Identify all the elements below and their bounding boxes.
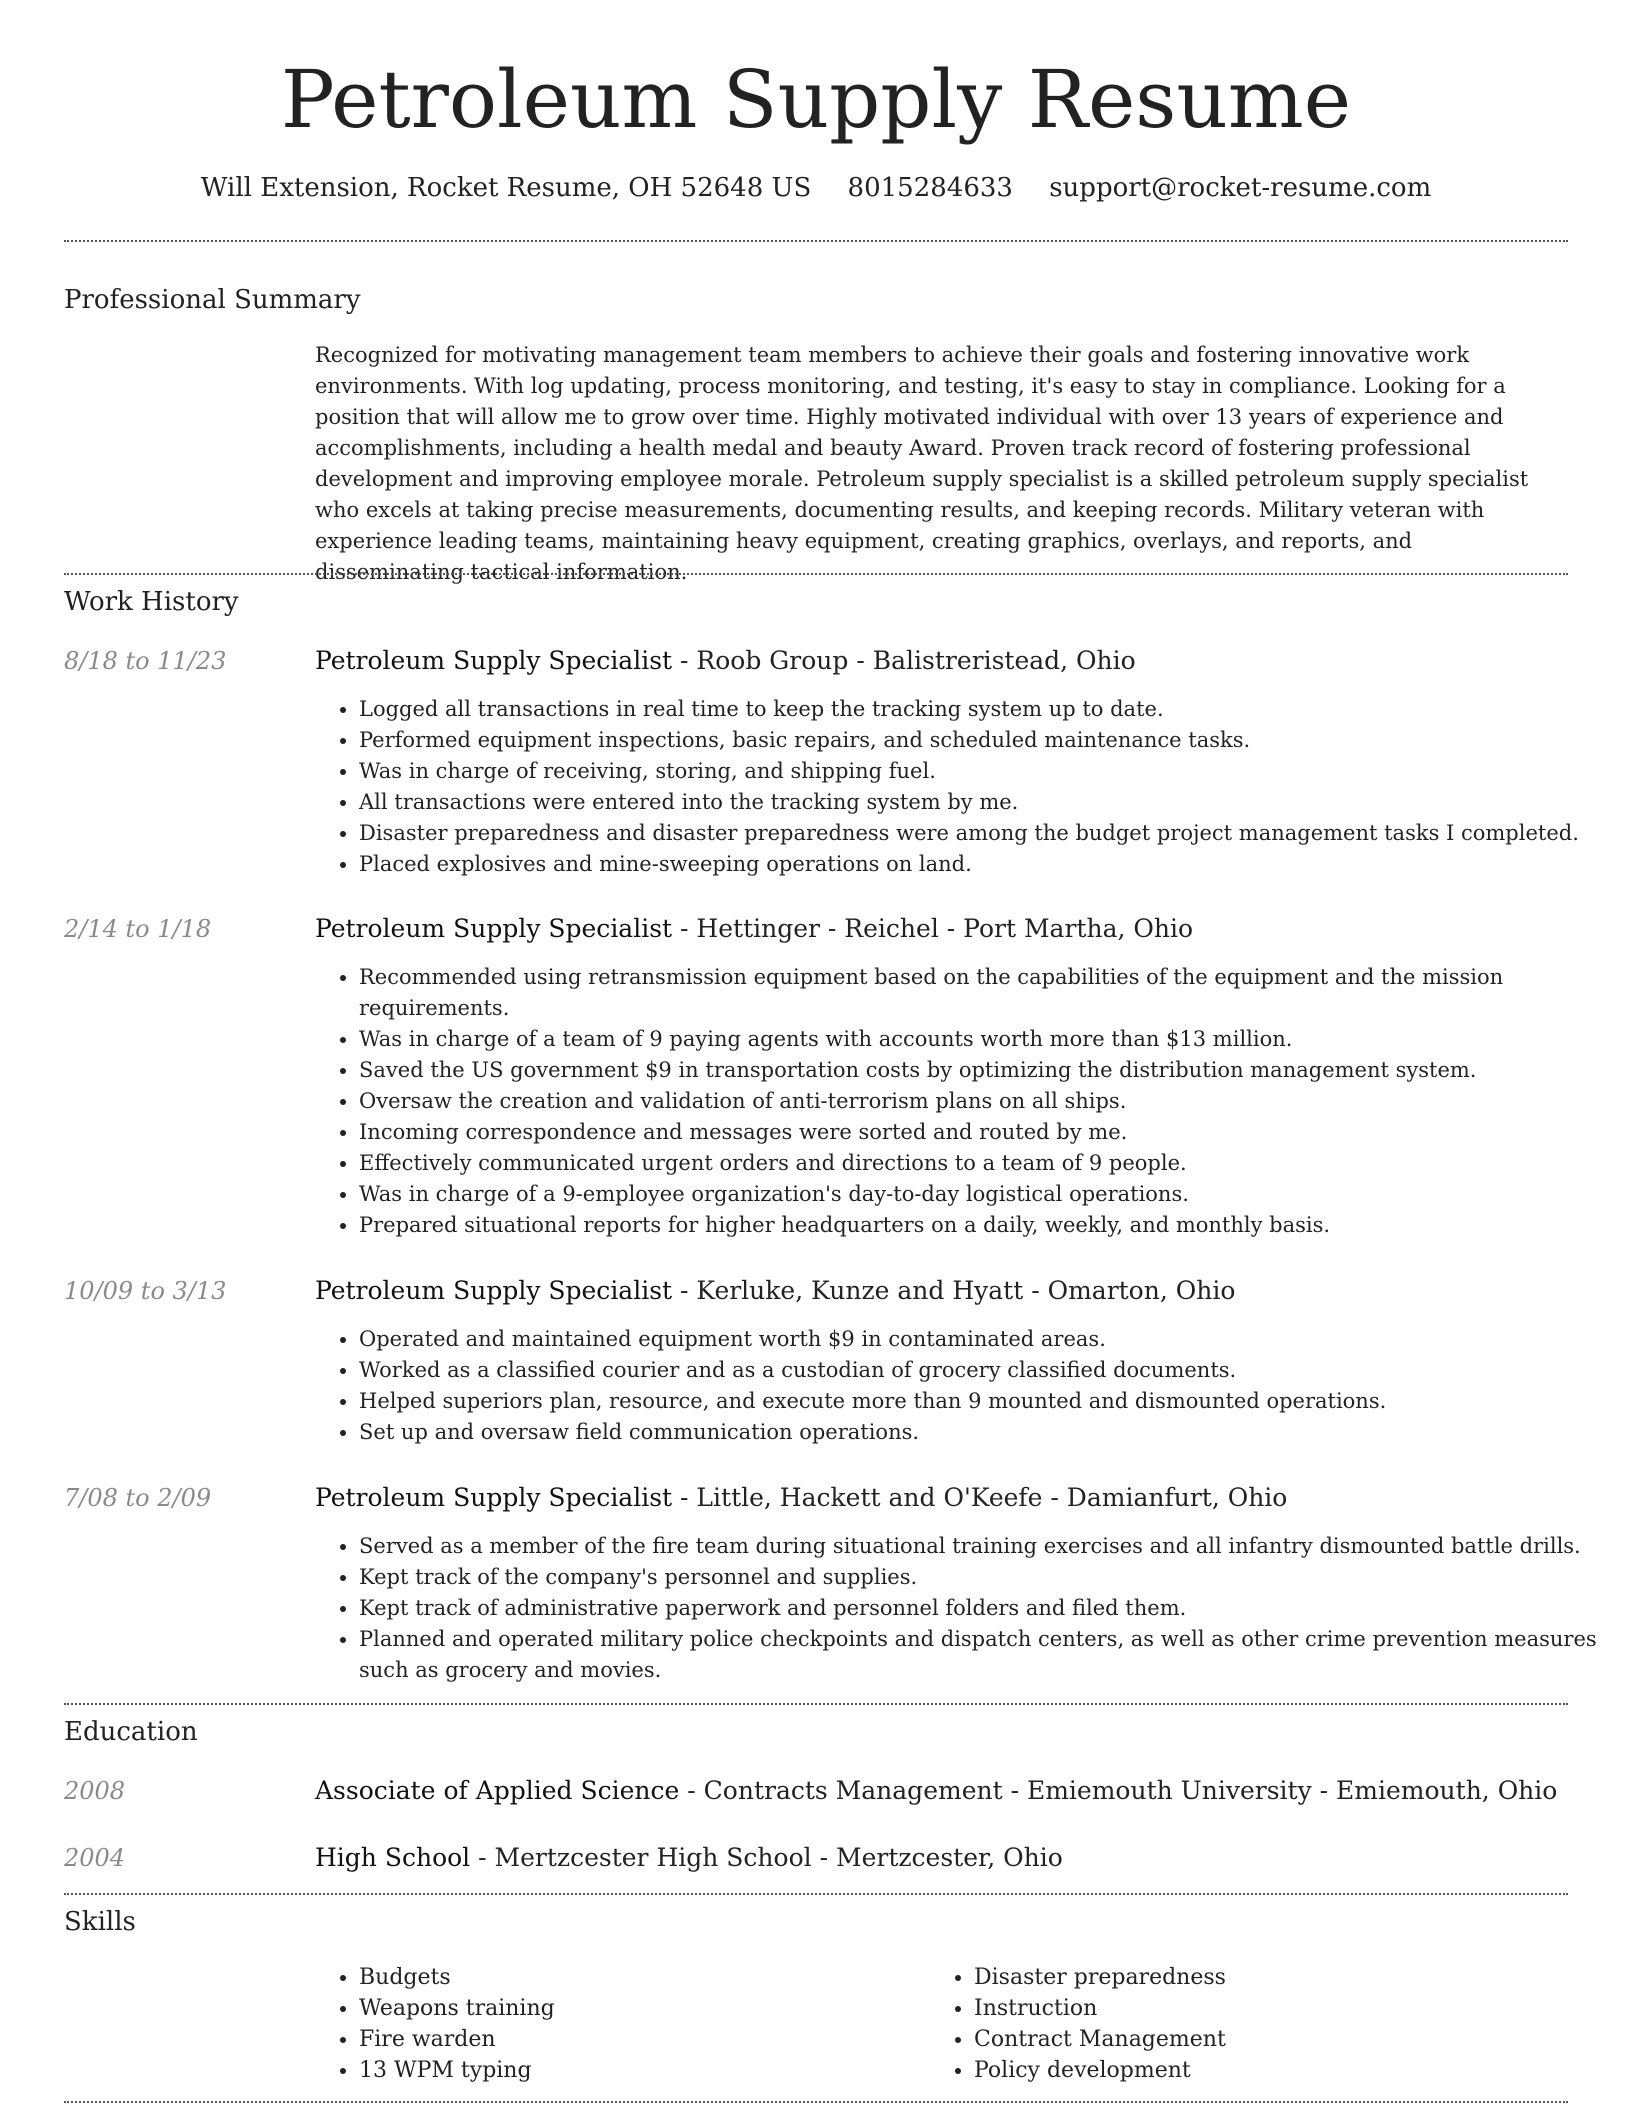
job-bullets [315,962,1599,1241]
education-details: - Contracts Management - Emiemouth University - Emiemouth, Ohio [679,1776,1558,1805]
contact-email: support@rocket-resume.com [1049,173,1432,203]
list-item: • Contract Management [974,2024,1534,2055]
job-title [315,644,1136,678]
job-bullets [315,1531,1599,1686]
job-role: Petroleum Supply Specialist [315,914,673,943]
list-item: • Oversaw the creation and validation of anti-terrorism plans on all ships. [359,1086,1599,1117]
divider [64,573,1568,575]
job-dates: 8/18 to 11/23 [64,647,227,675]
list-item: • Recommended using retransmission equipment based on the capabilities of the equipment and the mission requirements. [359,962,1599,1024]
job-role: Petroleum Supply Specialist [315,1483,673,1512]
contact-phone: 8015284633 [847,173,1013,203]
list-item: • Operated and maintained equipment worth $9 in contaminated areas. [359,1324,1599,1355]
list-item: • All transactions were entered into the tracking system by me. [359,787,1599,818]
job-role: Petroleum Supply Specialist [315,646,673,675]
education-heading: Education [64,1717,198,1747]
education-entry [315,1774,1557,1808]
job-bullets [315,1324,1599,1448]
summary-text: Recognized for motivating management team members to achieve their goals and fostering innovative work environments. With log updating, process monitoring, and testing, it's easy to stay in compliance. Looking for a position that will allow me to grow over time. Highly motivated individual with over 13 years of experience and accomplishments, including a health medal and beauty Award. Proven track record of fostering professional development and improving employee morale. Petroleum supply specialist is a skilled petroleum supply specialist who excels at taking precise measurements, documenting results, and keeping records. Military veteran with experience leading teams, maintaining heavy equipment, creating graphics, overlays, and reports, and disseminating tactical information. [315,343,1529,584]
list-item: • Saved the US government $9 in transportation costs by optimizing the distribution management system. [359,1055,1599,1086]
job-dates: 7/08 to 2/09 [64,1484,212,1512]
job-details: - Roob Group - Balistreristead, Ohio [672,646,1136,675]
divider [64,2101,1568,2103]
education-year: 2008 [64,1777,126,1805]
list-item: • Fire warden [359,2024,919,2055]
list-item: • Kept track of the company's personnel and supplies. [359,1562,1599,1593]
list-item: • Prepared situational reports for higher headquarters on a daily, weekly, and monthly basis. [359,1210,1599,1241]
skills-list-left [315,1962,919,2086]
skills-heading: Skills [64,1907,136,1937]
divider [64,240,1568,242]
list-item: • Planned and operated military police checkpoints and dispatch centers, as well as other crime prevention measures such as grocery and movies. [359,1624,1599,1686]
contact-line [0,170,1632,206]
list-item: • Logged all transactions in real time to keep the tracking system up to date. [359,694,1599,725]
list-item: • Budgets [359,1962,919,1993]
job-details: - Little, Hackett and O'Keefe - Damianfurt, Ohio [672,1483,1288,1512]
list-item: • 13 WPM typing [359,2055,919,2086]
page-title: Petroleum Supply Resume [280,53,1352,146]
list-item: • Worked as a classified courier and as a custodian of grocery classified documents. [359,1355,1599,1386]
work-history-heading: Work History [64,587,239,617]
list-item: • Weapons training [359,1993,919,2024]
job-title [315,912,1193,946]
skills-list-right [930,1962,1534,2086]
contact-address: Will Extension, Rocket Resume, OH 52648 US [200,173,812,203]
list-item: • Served as a member of the fire team during situational training exercises and all infantry dismounted battle drills. [359,1531,1599,1562]
list-item: • Was in charge of a team of 9 paying agents with accounts worth more than $13 million. [359,1024,1599,1055]
list-item: • Disaster preparedness [974,1962,1534,1993]
divider [64,1893,1568,1895]
summary-heading: Professional Summary [64,285,361,315]
education-year: 2004 [64,1844,126,1872]
divider [64,1703,1568,1705]
list-item: • Kept track of administrative paperwork and personnel folders and filed them. [359,1593,1599,1624]
education-details: - Mertzcester High School - Mertzcester, Ohio [470,1843,1063,1872]
education-entry [315,1841,1063,1875]
job-details: - Hettinger - Reichel - Port Martha, Ohio [672,914,1194,943]
job-dates: 2/14 to 1/18 [64,915,212,943]
list-item: • Was in charge of a 9-employee organization's day-to-day logistical operations. [359,1179,1599,1210]
job-role: Petroleum Supply Specialist [315,1276,673,1305]
list-item: • Policy development [974,2055,1534,2086]
list-item: • Disaster preparedness and disaster preparedness were among the budget project management tasks I completed. [359,818,1599,849]
job-title [315,1481,1287,1515]
job-bullets [315,694,1599,880]
list-item: • Incoming correspondence and messages were sorted and routed by me. [359,1117,1599,1148]
list-item: • Was in charge of receiving, storing, and shipping fuel. [359,756,1599,787]
education-degree: Associate of Applied Science [315,1776,680,1805]
job-title [315,1274,1235,1308]
list-item: • Set up and oversaw field communication operations. [359,1417,1599,1448]
list-item: • Placed explosives and mine-sweeping operations on land. [359,849,1599,880]
job-details: - Kerluke, Kunze and Hyatt - Omarton, Ohio [672,1276,1236,1305]
education-degree: High School [315,1843,471,1872]
list-item: • Performed equipment inspections, basic repairs, and scheduled maintenance tasks. [359,725,1599,756]
list-item: • Effectively communicated urgent orders and directions to a team of 9 people. [359,1148,1599,1179]
job-dates: 10/09 to 3/13 [64,1277,227,1305]
list-item: • Helped superiors plan, resource, and execute more than 9 mounted and dismounted operations. [359,1386,1599,1417]
list-item: • Instruction [974,1993,1534,2024]
